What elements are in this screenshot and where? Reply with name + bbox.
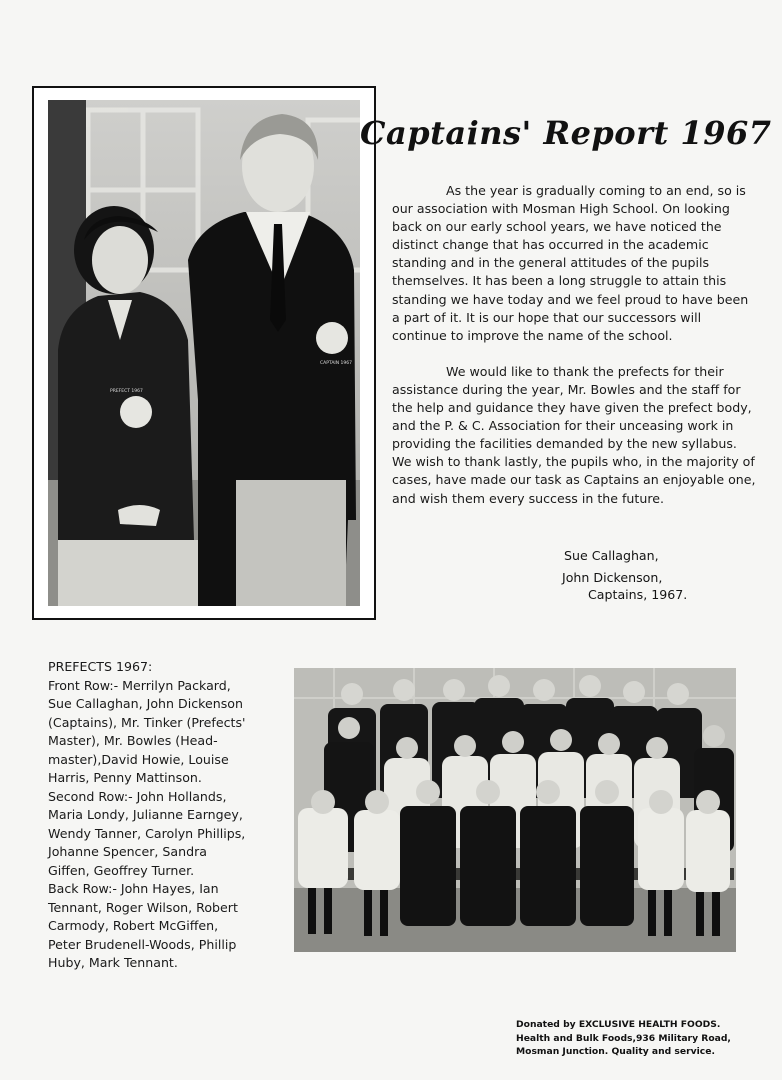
prefects-line: Carmody, Robert McGiffen, bbox=[48, 918, 219, 933]
page-title: Captains' Report 1967 bbox=[360, 114, 772, 152]
donation-note bbox=[516, 1018, 756, 1059]
prefects-line: Harris, Penny Mattinson. bbox=[48, 770, 202, 785]
badge-text-prefect: PREFECT 1967 bbox=[110, 389, 143, 394]
signature-name-1: Sue Callaghan, bbox=[564, 548, 659, 563]
donation-line-3: Mosman Junction. Quality and service. bbox=[516, 1046, 715, 1057]
prefects-group-photo bbox=[294, 668, 736, 952]
prefects-line: master),David Howie, Louise bbox=[48, 751, 229, 767]
signature-role: Captains, 1967. bbox=[588, 587, 688, 602]
prefects-line: Peter Brudenell-Woods, Phillip bbox=[48, 936, 237, 952]
signature-name-2: John Dickenson, bbox=[562, 570, 663, 585]
report-paragraph-2: We would like to thank the prefects for their assistance during the year, Mr. Bowles and the staff for the help and guidance they have given the prefect body, and the P. & C. Association for their unceasing work in providing the facilities demanded by the new syllabus. We wish to thank lastly, the pupils who, in the majority of cases, have made our task as Captains an enjoyable one, and wish them every success in the future. bbox=[392, 363, 756, 506]
prefects-line: Huby, Mark Tennant. bbox=[48, 955, 178, 970]
prefects-line: Johanne Spencer, Sandra bbox=[48, 844, 207, 859]
prefects-line: Tennant, Roger Wilson, Robert bbox=[48, 899, 238, 915]
prefects-line: Master), Mr. Bowles (Head- bbox=[48, 733, 218, 748]
prefects-line: (Captains), Mr. Tinker (Prefects' bbox=[48, 714, 246, 730]
report-paragraph-1: As the year is gradually coming to an end, so is our association with Mosman High School. On looking back on our early school years, we have noticed the distinct change that has occurred in the academic standing and in the general attitudes of the pupils themselves. It has been a long struggle to attain this standing we have today and we feel proud to have been a part of it. It is our hope that our successors will continue to improve the name of the school. bbox=[392, 183, 749, 343]
captains-photo-illustration bbox=[48, 100, 360, 606]
report-body bbox=[392, 182, 758, 508]
prefects-line: Back Row:- John Hayes, Ian bbox=[48, 881, 219, 896]
prefects-line: Sue Callaghan, John Dickenson bbox=[48, 696, 243, 711]
prefects-line: Maria Londy, Julianne Earngey, bbox=[48, 807, 243, 822]
prefects-line: Giffen, Geoffrey Turner. bbox=[48, 862, 195, 878]
prefects-caption bbox=[48, 658, 280, 973]
badge-text-captain: CAPTAIN 1967 bbox=[320, 361, 352, 366]
donation-line-1: Donated by EXCLUSIVE HEALTH FOODS. bbox=[516, 1019, 721, 1030]
captains-photo bbox=[48, 100, 360, 606]
prefects-line: Front Row:- Merrilyn Packard, bbox=[48, 677, 231, 693]
captains-photo-frame bbox=[32, 86, 376, 620]
prefects-line: Second Row:- John Hollands, bbox=[48, 788, 227, 804]
prefects-line: Wendy Tanner, Carolyn Phillips, bbox=[48, 825, 246, 841]
prefects-heading: PREFECTS 1967: bbox=[48, 659, 153, 674]
prefects-group-photo-illustration bbox=[294, 668, 736, 952]
donation-line-2: Health and Bulk Foods,936 Military Road, bbox=[516, 1032, 731, 1044]
